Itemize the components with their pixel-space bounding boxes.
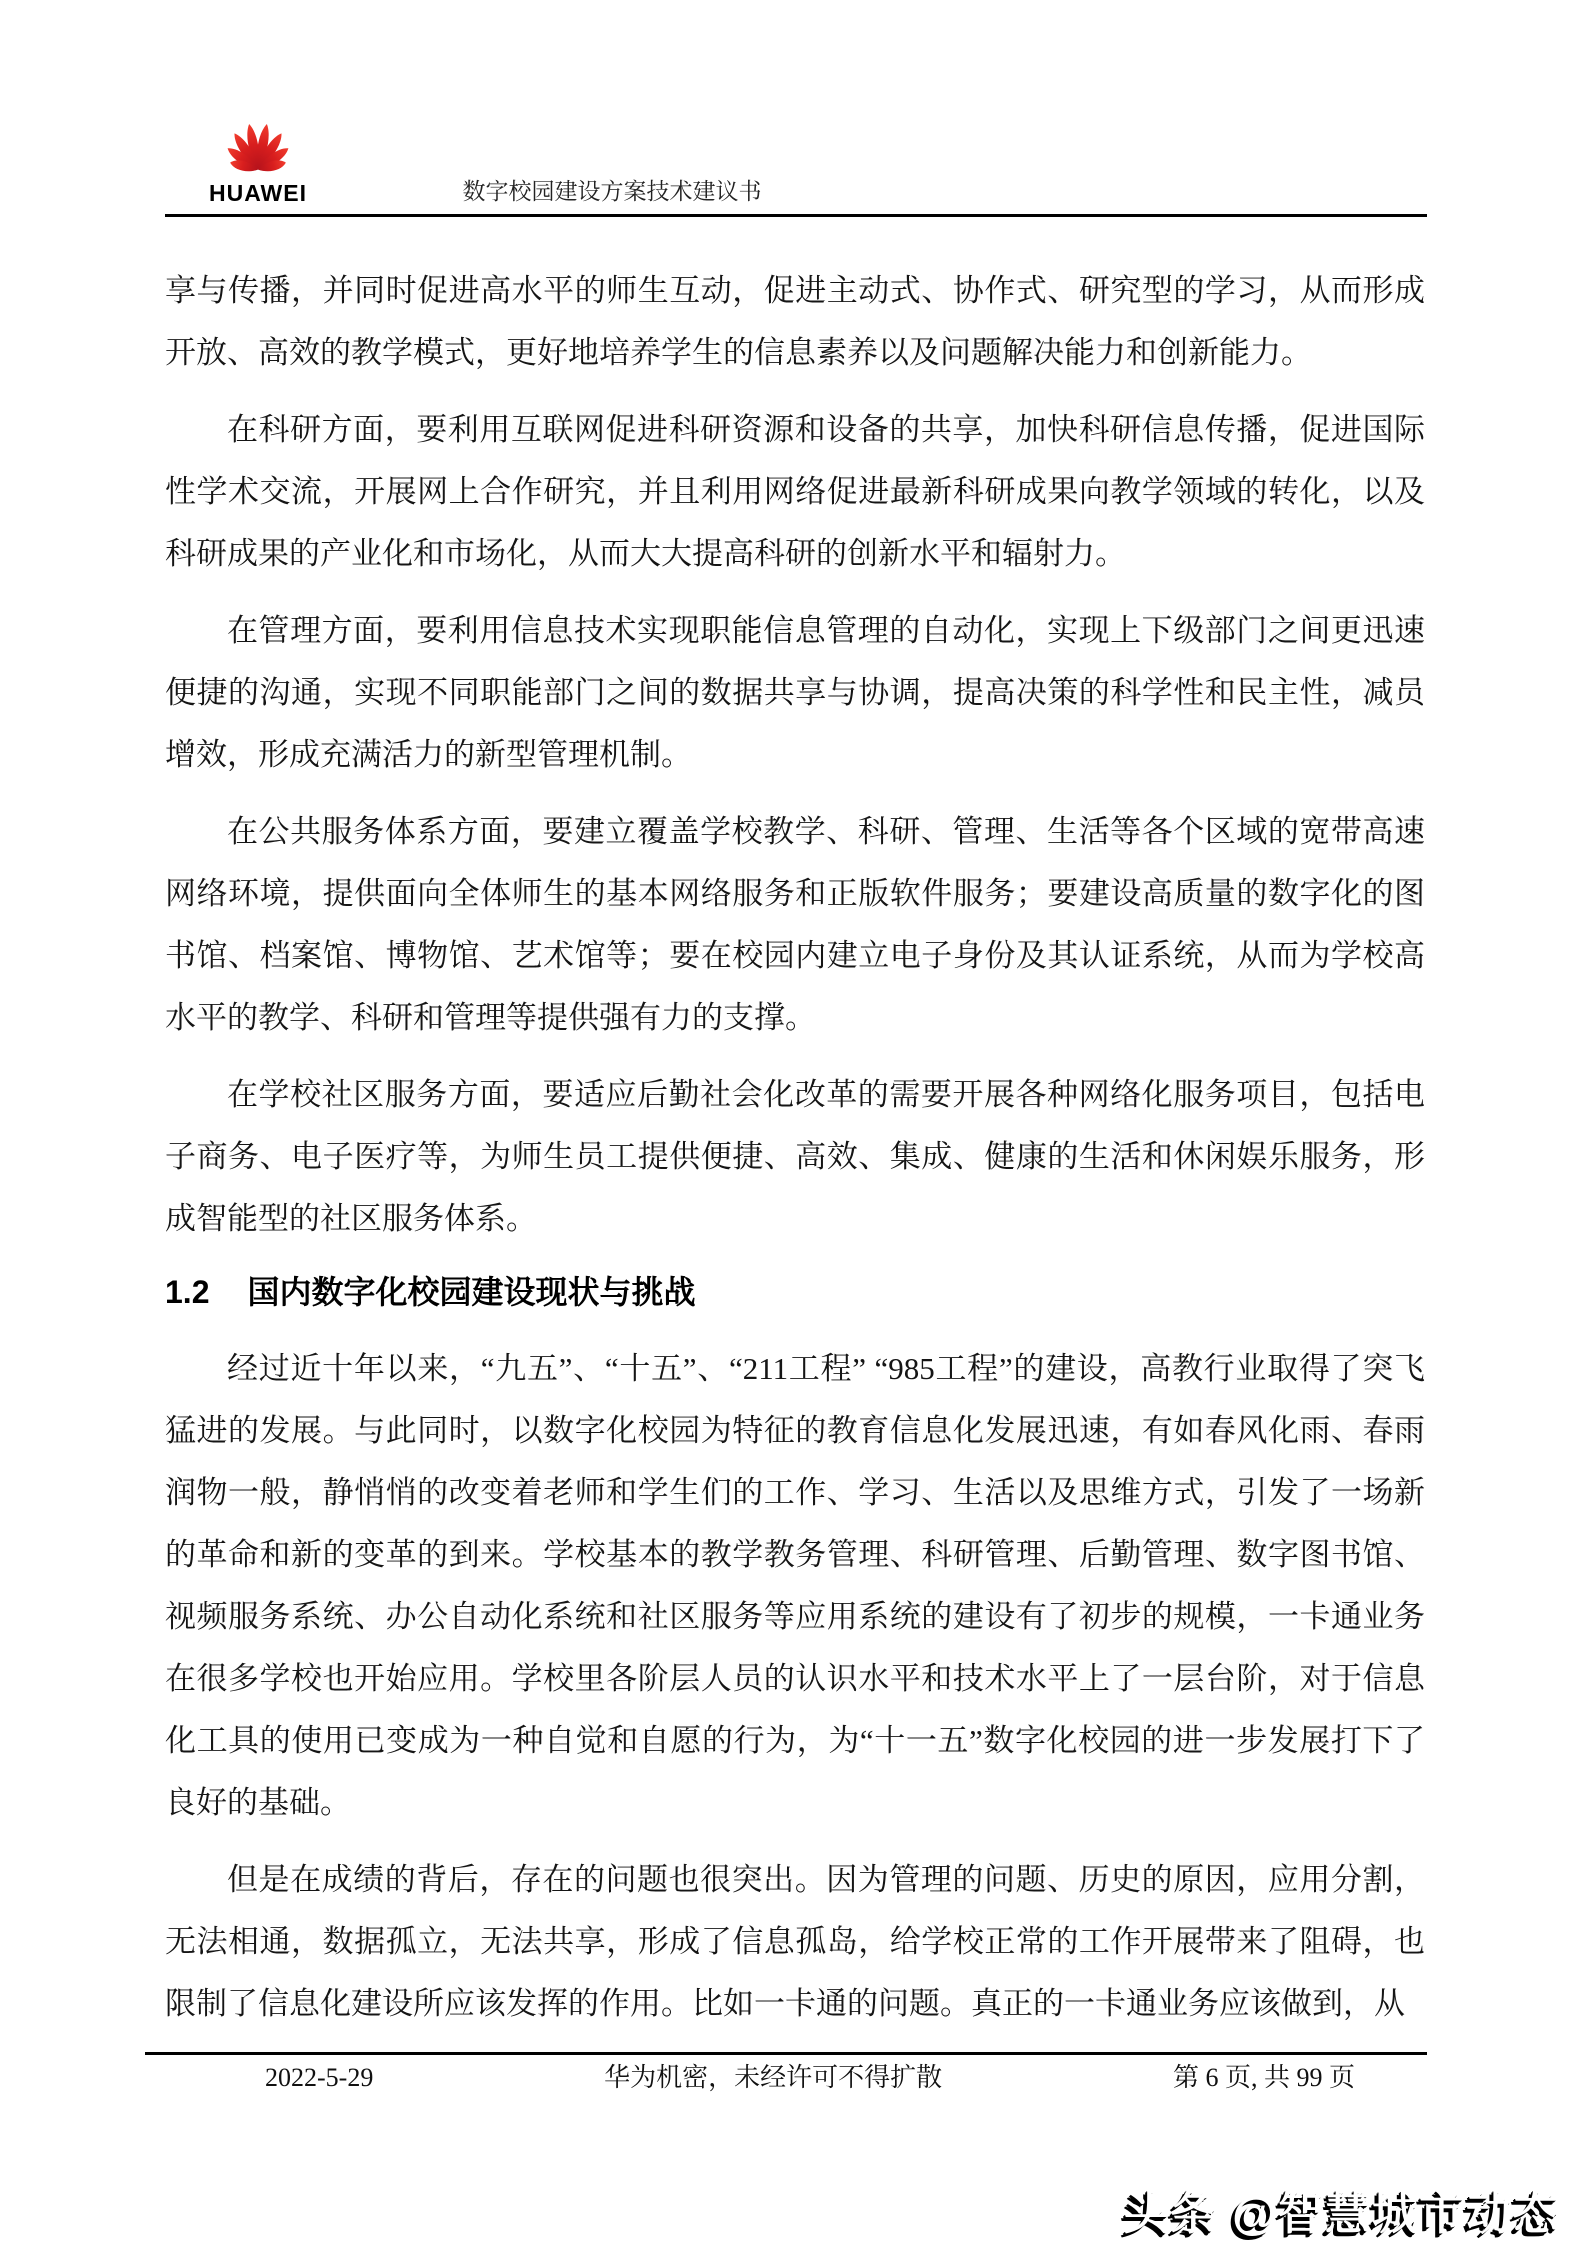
footer-confidential-notice: 华为机密，未经许可不得扩散 — [604, 2063, 943, 2092]
huawei-wordmark: HUAWEI — [209, 180, 307, 206]
paragraph: 在科研方面，要利用互联网促进科研资源和设备的共享，加快科研信息传播，促进国际性学术交流，开展网上合作研究，并且利用网络促进最新科研成果向教学领域的转化，以及科研成果的产业化和市场化，从而大大提高科研的创新水平和辐射力。 — [165, 412, 1425, 571]
section-heading — [165, 1270, 1425, 1314]
huawei-flower-icon — [218, 72, 298, 184]
paragraph: 在管理方面，要利用信息技术实现职能信息管理的自动化，实现上下级部门之间更迅速便捷的沟通，实现不同职能部门之间的数据共享与协调，提高决策的科学性和民主性，减员增效，形成充满活力的新型管理机制。 — [165, 613, 1425, 772]
section-number: 1.2 — [165, 1274, 210, 1310]
huawei-logo — [203, 72, 313, 207]
toutiao-watermark: 头条 @智慧城市动态 — [1123, 2188, 1560, 2239]
footer-date: 2022-5-29 — [265, 2063, 374, 2092]
paragraph: 但是在成绩的背后，存在的问题也很突出。因为管理的问题、历史的原因，应用分割，无法相通，数据孤立，无法共享，形成了信息孤岛，给学校正常的工作开展带来了阻碍，也限制了信息化建设所应该发挥的作用。比如一卡通的问题。真正的一卡通业务应该做到，从 — [165, 1862, 1425, 2021]
document-body — [165, 260, 1425, 2050]
paragraph: 在公共服务体系方面，要建立覆盖学校教学、科研、管理、生活等各个区域的宽带高速网络环境，提供面向全体师生的基本网络服务和正版软件服务；要建设高质量的数字化的图书馆、档案馆、博物馆、艺术馆等；要在校园内建立电子身份及其认证系统，从而为学校高水平的教学、科研和管理等提供强有力的支撑。 — [165, 814, 1425, 1035]
section-title: 国内数字化校园建设现状与挑战 — [247, 1274, 696, 1310]
page-footer — [145, 2052, 1427, 2095]
document-header-title: 数字校园建设方案技术建议书 — [462, 179, 762, 204]
paragraph: 经过近十年以来，“九五”、“十五”、“211工程” “985工程”的建设，高教行业取得了突飞猛进的发展。与此同时，以数字化校园为特征的教育信息化发展迅速，有如春风化雨、春雨润物一般，静悄悄的改变着老师和学生们的工作、学习、生活以及思维方式，引发了一场新的革命和新的变革的到来。学校基本的教学教务管理、科研管理、后勤管理、数字图书馆、视频服务系统、办公自动化系统和社区服务等应用系统的建设有了初步的规模，一卡通业务在很多学校也开始应用。学校里各阶层人员的认识水平和技术水平上了一层台阶，对于信息化工具的使用已变成为一种自觉和自愿的行为，为“十一五”数字化校园的进一步发展打下了良好的基础。 — [165, 1351, 1425, 1820]
paragraph: 在学校社区服务方面，要适应后勤社会化改革的需要开展各种网络化服务项目，包括电子商务、电子医疗等，为师生员工提供便捷、高效、集成、健康的生活和休闲娱乐服务，形成智能型的社区服务体系。 — [165, 1077, 1425, 1236]
page-header — [165, 0, 1427, 217]
paragraph: 享与传播，并同时促进高水平的师生互动，促进主动式、协作式、研究型的学习，从而形成开放、高效的教学模式，更好地培养学生的信息素养以及问题解决能力和创新能力。 — [165, 273, 1425, 370]
footer-page-number: 第 6 页, 共 99 页 — [1172, 2063, 1355, 2092]
